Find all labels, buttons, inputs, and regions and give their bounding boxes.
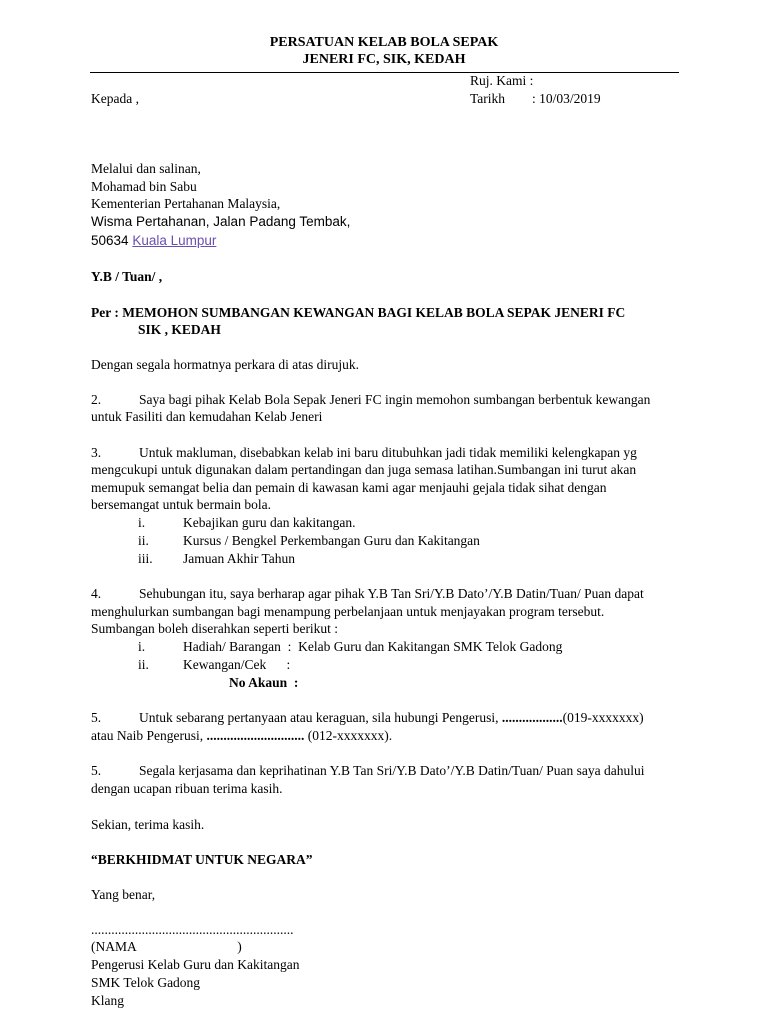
motto: “BERKHIDMAT UNTUK NEGARA”	[91, 852, 313, 867]
paragraph-2-line1	[91, 391, 650, 409]
recipient-address: Wisma Pertahanan, Jalan Padang Tembak,	[91, 214, 351, 229]
list-item	[138, 638, 562, 656]
paragraph-5-line2	[91, 727, 392, 745]
kepada-label: Kepada ,	[91, 91, 139, 106]
paragraph-5-line1	[91, 709, 644, 727]
paragraph-number: 3.	[91, 445, 102, 460]
subject-line2: SIK , KEDAH	[138, 322, 221, 337]
paragraph-text: Untuk sebarang pertanyaan atau keraguan, sila hubungi Pengerusi,	[139, 710, 502, 725]
paragraph-text: Sehubungan itu, saya berharap agar pihak Y.B Tan Sri/Y.B Dato’/Y.B Datin/Tuan/ Puan dapat	[139, 586, 644, 601]
subject-line1: Per : MEMOHON SUMBANGAN KEWANGAN BAGI KELAB BOLA SEPAK JENERI FC	[91, 305, 626, 320]
signature-school: SMK Telok Gadong	[91, 975, 201, 990]
chairman-phone: (019-xxxxxxx)	[562, 710, 644, 725]
paragraph-4-line3: Sumbangan boleh diserahkan seperti berikut :	[91, 621, 339, 636]
paragraph-6-line1	[91, 762, 645, 780]
paragraph-text: Untuk makluman, disebabkan kelab ini baru ditubuhkan jadi tidak memiliki kelengkapan yg	[139, 445, 637, 460]
list-item	[138, 514, 355, 532]
date-value: : 10/03/2019	[532, 91, 601, 106]
org-name-line1: PERSATUAN KELAB BOLA SEPAK	[269, 35, 499, 50]
paragraph-number: 5.	[91, 763, 102, 778]
via-copy-label: Melalui dan salinan,	[91, 161, 201, 176]
paragraph-3-line4: bersemangat untuk bermain bola.	[91, 497, 271, 512]
list-number: ii.	[138, 657, 149, 672]
list-number: iii.	[138, 551, 153, 566]
list-number: i.	[138, 639, 146, 654]
date-label: Tarikh	[470, 91, 506, 106]
recipient-postcode-city	[91, 232, 216, 250]
list-text: Jamuan Akhir Tahun	[183, 551, 296, 566]
list-number: i.	[138, 515, 146, 530]
list-item	[138, 656, 290, 674]
vice-chairman-phone: (012-xxxxxxx).	[304, 728, 393, 743]
city-link[interactable]: Kuala Lumpur	[132, 233, 217, 248]
paragraph-number: 4.	[91, 586, 102, 601]
list-number: ii.	[138, 533, 149, 548]
signature-name: (NAMA )	[91, 939, 242, 954]
chairman-phone-placeholder: ..................	[501, 710, 563, 725]
vice-chairman-placeholder: .............................	[206, 728, 305, 743]
paragraph-text: atau Naib Pengerusi,	[91, 728, 207, 743]
signature-line: ............................................................	[91, 922, 294, 937]
recipient-name: Mohamad bin Sabu	[91, 179, 197, 194]
list-text: Hadiah/ Barangan : Kelab Guru dan Kakitangan SMK Telok Gadong	[183, 639, 563, 654]
list-text: Kursus / Bengkel Perkembangan Guru dan Kakitangan	[183, 533, 480, 548]
org-name-line2: JENERI FC, SIK, KEDAH	[302, 52, 466, 67]
account-number-label: No Akaun :	[229, 675, 299, 690]
ref-label: Ruj. Kami :	[470, 73, 534, 88]
paragraph-1: Dengan segala hormatnya perkara di atas dirujuk.	[91, 357, 360, 372]
postcode: 50634	[91, 233, 129, 248]
list-text: Kewangan/Cek :	[183, 657, 291, 672]
yang-benar: Yang benar,	[91, 887, 156, 902]
list-item	[138, 532, 480, 550]
list-text: Kebajikan guru dan kakitangan.	[183, 515, 356, 530]
recipient-ministry: Kementerian Pertahanan Malaysia,	[91, 196, 281, 211]
paragraph-2-line2: untuk Fasiliti dan kemudahan Kelab Jeneri	[91, 409, 323, 424]
salutation: Y.B / Tuan/ ,	[91, 269, 163, 284]
signature-title: Pengerusi Kelab Guru dan Kakitangan	[91, 957, 300, 972]
paragraph-number: 5.	[91, 710, 102, 725]
closing-text: Sekian, terima kasih.	[91, 817, 205, 832]
paragraph-3-line2: mengcukupi untuk digunakan dalam pertandingan dan juga semasa latihan.Sumbangan ini turut akan	[91, 462, 637, 477]
paragraph-number: 2.	[91, 392, 102, 407]
paragraph-text: Segala kerjasama dan keprihatinan Y.B Tan Sri/Y.B Dato’/Y.B Datin/Tuan/ Puan saya dahului	[139, 763, 645, 778]
signature-town: Klang	[91, 993, 124, 1008]
list-item	[138, 550, 295, 568]
paragraph-6-line2: dengan ucapan ribuan terima kasih.	[91, 781, 283, 796]
header-divider	[90, 72, 679, 73]
paragraph-3-line3: memupuk semangat belia dan pemain di kawasan kami agar menjauhi gejala tidak sihat dengan	[91, 480, 607, 495]
paragraph-4-line1	[91, 585, 644, 603]
paragraph-4-line2: menghulurkan sumbangan bagi menampung perbelanjaan untuk menjayakan program tersebut.	[91, 604, 605, 619]
paragraph-text: Saya bagi pihak Kelab Bola Sepak Jeneri FC ingin memohon sumbangan berbentuk kewangan	[139, 392, 651, 407]
paragraph-3-line1	[91, 444, 637, 462]
